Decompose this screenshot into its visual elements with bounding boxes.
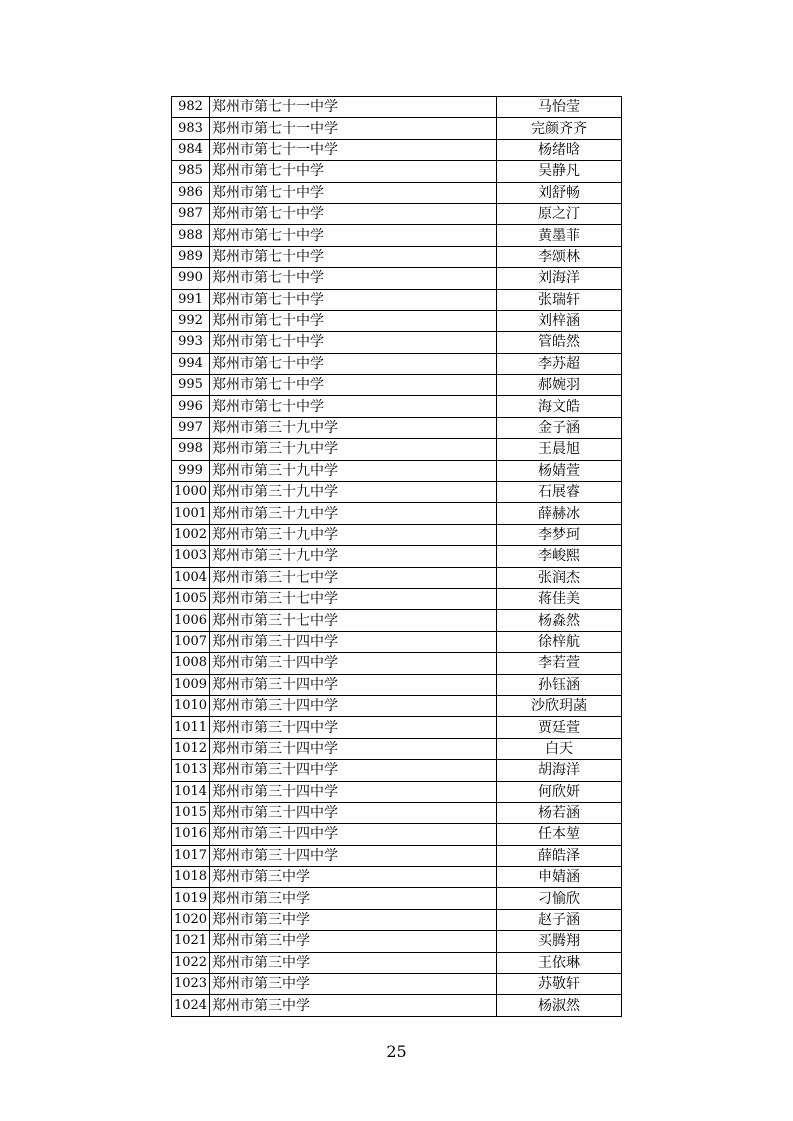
school-name-cell: 郑州市第三十四中学 [210, 824, 497, 845]
school-name-cell: 郑州市第七十一中学 [210, 97, 497, 118]
row-number-cell: 1015 [172, 802, 210, 823]
school-name-cell: 郑州市第三十四中学 [210, 781, 497, 802]
row-number-cell: 1011 [172, 717, 210, 738]
school-name-cell: 郑州市第三中学 [210, 888, 497, 909]
table-row [172, 310, 622, 331]
student-name-cell: 杨婧萱 [497, 460, 622, 481]
student-name-cell: 胡海洋 [497, 760, 622, 781]
row-number-cell: 1009 [172, 674, 210, 695]
student-name-cell: 原之汀 [497, 203, 622, 224]
row-number-cell: 1000 [172, 482, 210, 503]
student-name-cell: 海文皓 [497, 396, 622, 417]
table-row [172, 760, 622, 781]
school-name-cell: 郑州市第三十四中学 [210, 845, 497, 866]
student-name-cell: 何欣妍 [497, 781, 622, 802]
school-name-cell: 郑州市第七十中学 [210, 289, 497, 310]
school-name-cell: 郑州市第三中学 [210, 867, 497, 888]
school-name-cell: 郑州市第三中学 [210, 909, 497, 930]
table-row [172, 375, 622, 396]
row-number-cell: 988 [172, 225, 210, 246]
school-name-cell: 郑州市第七十一中学 [210, 139, 497, 160]
student-list-table [171, 96, 622, 1017]
table-row [172, 653, 622, 674]
table-row [172, 161, 622, 182]
school-name-cell: 郑州市第三十四中学 [210, 695, 497, 716]
school-name-cell: 郑州市第三十九中学 [210, 460, 497, 481]
table-row [172, 439, 622, 460]
table-row [172, 674, 622, 695]
row-number-cell: 991 [172, 289, 210, 310]
table-row [172, 417, 622, 438]
table-row [172, 738, 622, 759]
school-name-cell: 郑州市第三十七中学 [210, 588, 497, 609]
student-name-cell: 杨淼然 [497, 610, 622, 631]
row-number-cell: 996 [172, 396, 210, 417]
table-row [172, 503, 622, 524]
student-name-cell: 金子涵 [497, 417, 622, 438]
student-name-cell: 赵子涵 [497, 909, 622, 930]
student-name-cell: 黄墨菲 [497, 225, 622, 246]
row-number-cell: 1003 [172, 546, 210, 567]
student-name-cell: 郝婉羽 [497, 375, 622, 396]
row-number-cell: 999 [172, 460, 210, 481]
row-number-cell: 997 [172, 417, 210, 438]
table-row [172, 246, 622, 267]
school-name-cell: 郑州市第三十七中学 [210, 610, 497, 631]
row-number-cell: 1002 [172, 524, 210, 545]
row-number-cell: 1018 [172, 867, 210, 888]
school-name-cell: 郑州市第七十中学 [210, 353, 497, 374]
table-body [172, 97, 622, 1017]
row-number-cell: 1016 [172, 824, 210, 845]
row-number-cell: 990 [172, 268, 210, 289]
student-name-cell: 张瑞轩 [497, 289, 622, 310]
school-name-cell: 郑州市第三十九中学 [210, 503, 497, 524]
student-name-cell: 管皓然 [497, 332, 622, 353]
table-row [172, 225, 622, 246]
student-name-cell: 贾廷萱 [497, 717, 622, 738]
row-number-cell: 1013 [172, 760, 210, 781]
row-number-cell: 1014 [172, 781, 210, 802]
table-row [172, 524, 622, 545]
school-name-cell: 郑州市第三十九中学 [210, 546, 497, 567]
student-name-cell: 完颜齐齐 [497, 118, 622, 139]
table-row [172, 824, 622, 845]
student-name-cell: 薛皓泽 [497, 845, 622, 866]
table-row [172, 588, 622, 609]
table-row [172, 460, 622, 481]
table-row [172, 802, 622, 823]
row-number-cell: 1021 [172, 931, 210, 952]
table-row [172, 631, 622, 652]
student-name-cell: 李苏超 [497, 353, 622, 374]
school-name-cell: 郑州市第七十中学 [210, 161, 497, 182]
school-name-cell: 郑州市第七十中学 [210, 182, 497, 203]
school-name-cell: 郑州市第七十中学 [210, 268, 497, 289]
student-name-cell: 薛赫冰 [497, 503, 622, 524]
table-row [172, 717, 622, 738]
table-row [172, 931, 622, 952]
row-number-cell: 982 [172, 97, 210, 118]
table-row [172, 781, 622, 802]
school-name-cell: 郑州市第三中学 [210, 995, 497, 1016]
student-name-cell: 徐梓航 [497, 631, 622, 652]
school-name-cell: 郑州市第三中学 [210, 931, 497, 952]
school-name-cell: 郑州市第三十四中学 [210, 717, 497, 738]
row-number-cell: 1005 [172, 588, 210, 609]
school-name-cell: 郑州市第三中学 [210, 952, 497, 973]
row-number-cell: 1024 [172, 995, 210, 1016]
school-name-cell: 郑州市第七十中学 [210, 225, 497, 246]
row-number-cell: 989 [172, 246, 210, 267]
student-name-cell: 马怡莹 [497, 97, 622, 118]
school-name-cell: 郑州市第七十中学 [210, 332, 497, 353]
student-name-cell: 李颂林 [497, 246, 622, 267]
student-name-cell: 杨绪晗 [497, 139, 622, 160]
table-row [172, 695, 622, 716]
table-row [172, 482, 622, 503]
row-number-cell: 1001 [172, 503, 210, 524]
student-name-cell: 石展睿 [497, 482, 622, 503]
table-row [172, 268, 622, 289]
table-row [172, 845, 622, 866]
table-row [172, 203, 622, 224]
row-number-cell: 995 [172, 375, 210, 396]
table-row [172, 867, 622, 888]
student-name-cell: 刘舒畅 [497, 182, 622, 203]
school-name-cell: 郑州市第三中学 [210, 974, 497, 995]
row-number-cell: 992 [172, 310, 210, 331]
student-name-cell: 杨若涵 [497, 802, 622, 823]
student-name-cell: 沙欣玥菡 [497, 695, 622, 716]
student-name-cell: 李若萱 [497, 653, 622, 674]
student-name-cell: 吴静凡 [497, 161, 622, 182]
table-row [172, 909, 622, 930]
table-row [172, 974, 622, 995]
student-name-cell: 孙钰涵 [497, 674, 622, 695]
school-name-cell: 郑州市第三十九中学 [210, 439, 497, 460]
student-name-cell: 王晨旭 [497, 439, 622, 460]
student-name-cell: 刘海洋 [497, 268, 622, 289]
student-name-cell: 申婧涵 [497, 867, 622, 888]
table-row [172, 610, 622, 631]
student-name-cell: 张润杰 [497, 567, 622, 588]
table-row [172, 396, 622, 417]
row-number-cell: 1010 [172, 695, 210, 716]
row-number-cell: 987 [172, 203, 210, 224]
student-name-cell: 李峻熙 [497, 546, 622, 567]
student-name-cell: 任本堃 [497, 824, 622, 845]
list-table-container [171, 96, 622, 1017]
table-row [172, 353, 622, 374]
student-name-cell: 白天 [497, 738, 622, 759]
school-name-cell: 郑州市第七十中学 [210, 203, 497, 224]
table-row [172, 182, 622, 203]
school-name-cell: 郑州市第三十四中学 [210, 674, 497, 695]
school-name-cell: 郑州市第三十四中学 [210, 760, 497, 781]
table-row [172, 139, 622, 160]
school-name-cell: 郑州市第三十四中学 [210, 631, 497, 652]
table-row [172, 97, 622, 118]
row-number-cell: 998 [172, 439, 210, 460]
school-name-cell: 郑州市第七十一中学 [210, 118, 497, 139]
student-name-cell: 王依琳 [497, 952, 622, 973]
table-row [172, 952, 622, 973]
school-name-cell: 郑州市第三十四中学 [210, 653, 497, 674]
school-name-cell: 郑州市第七十中学 [210, 396, 497, 417]
row-number-cell: 1007 [172, 631, 210, 652]
table-row [172, 567, 622, 588]
table-row [172, 888, 622, 909]
school-name-cell: 郑州市第三十九中学 [210, 417, 497, 438]
row-number-cell: 1022 [172, 952, 210, 973]
page-number: 25 [386, 1042, 407, 1061]
student-name-cell: 苏敬轩 [497, 974, 622, 995]
school-name-cell: 郑州市第七十中学 [210, 246, 497, 267]
table-row [172, 546, 622, 567]
student-name-cell: 刘梓涵 [497, 310, 622, 331]
row-number-cell: 1020 [172, 909, 210, 930]
row-number-cell: 983 [172, 118, 210, 139]
row-number-cell: 984 [172, 139, 210, 160]
row-number-cell: 986 [172, 182, 210, 203]
row-number-cell: 994 [172, 353, 210, 374]
student-name-cell: 蒋佳美 [497, 588, 622, 609]
row-number-cell: 1006 [172, 610, 210, 631]
table-row [172, 289, 622, 310]
row-number-cell: 985 [172, 161, 210, 182]
table-row [172, 995, 622, 1016]
table-row [172, 118, 622, 139]
student-name-cell: 买腾翔 [497, 931, 622, 952]
row-number-cell: 993 [172, 332, 210, 353]
school-name-cell: 郑州市第三十九中学 [210, 524, 497, 545]
student-name-cell: 刁愉欣 [497, 888, 622, 909]
student-name-cell: 杨淑然 [497, 995, 622, 1016]
school-name-cell: 郑州市第三十四中学 [210, 738, 497, 759]
school-name-cell: 郑州市第七十中学 [210, 375, 497, 396]
student-name-cell: 李梦珂 [497, 524, 622, 545]
school-name-cell: 郑州市第三十七中学 [210, 567, 497, 588]
row-number-cell: 1019 [172, 888, 210, 909]
row-number-cell: 1017 [172, 845, 210, 866]
row-number-cell: 1008 [172, 653, 210, 674]
school-name-cell: 郑州市第七十中学 [210, 310, 497, 331]
row-number-cell: 1012 [172, 738, 210, 759]
school-name-cell: 郑州市第三十九中学 [210, 482, 497, 503]
row-number-cell: 1023 [172, 974, 210, 995]
school-name-cell: 郑州市第三十四中学 [210, 802, 497, 823]
row-number-cell: 1004 [172, 567, 210, 588]
table-row [172, 332, 622, 353]
